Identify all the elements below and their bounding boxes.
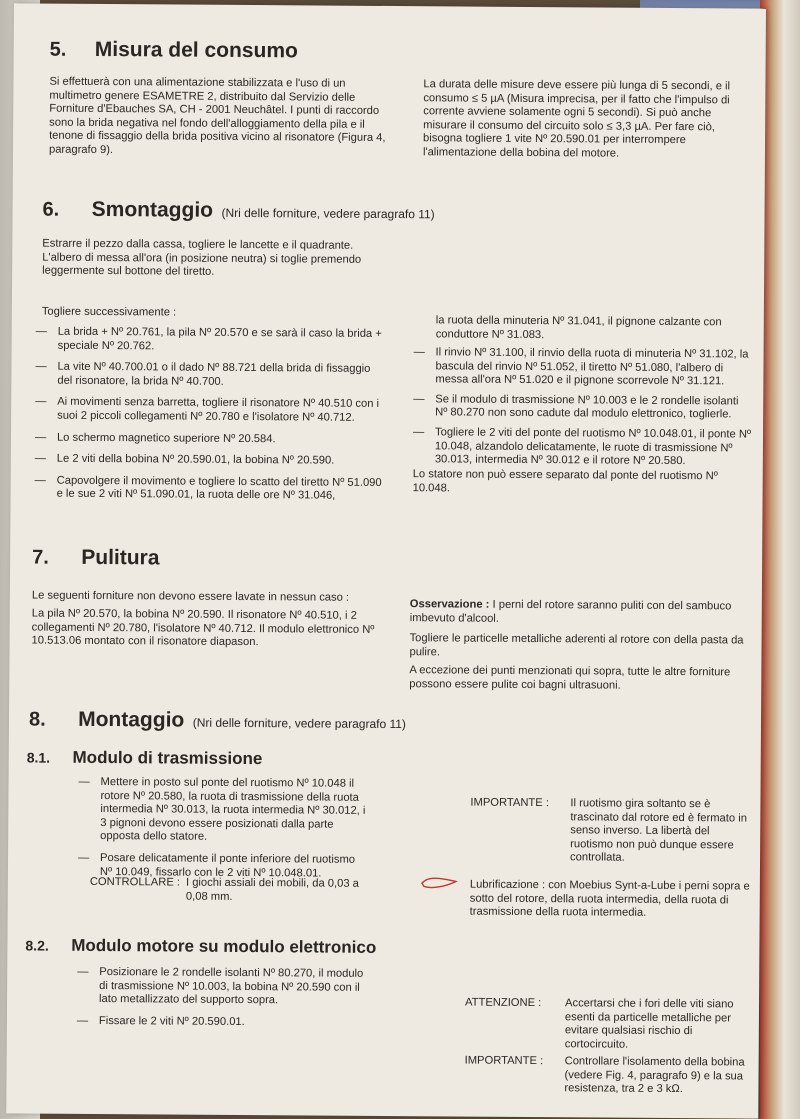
lubrificazione-text: con Moebius Synt-a-Lube i perni sopra e sotto del rotore, della ruota intermedia, della ruota di trasmissione della ruota intermedia. xyxy=(469,879,750,919)
section-6-right-list xyxy=(413,346,752,475)
section-title: Smontaggio xyxy=(91,197,214,222)
list-item: — Le 2 viti della bobina Nº 20.590.01, la bobina Nº 20.590. xyxy=(35,453,385,469)
list-item: — La vite Nº 40.700.01 o il dado Nº 88.721 della brida di fissaggio del risonatore, la brida Nº 40.700. xyxy=(35,361,385,391)
subsection-8-2-list xyxy=(77,966,367,1038)
handwritten-pen-mark xyxy=(420,874,460,890)
controllare-note xyxy=(90,876,380,905)
section-8-heading xyxy=(29,707,406,734)
section-title: Pulitura xyxy=(81,545,160,570)
list-item: — Lo schermo magnetico superiore Nº 20.584. xyxy=(35,431,385,447)
importante-label: IMPORTANTE : xyxy=(470,796,550,810)
list-item: — Ai movimenti senza barretta, togliere il risonatore Nº 40.510 con i suoi 2 piccoli collegamenti Nº 20.780 e l'isolatore Nº 40.712. xyxy=(35,396,385,426)
importante-text: Controllare l'isolamento della bobina (vedere Fig. 4, paragrafo 9) e la sua resistenza, tra 2 e 3 kΩ. xyxy=(564,1055,745,1096)
section-6-left-list xyxy=(34,326,385,512)
section-5-left-text: Si effettuerà con una alimentazione stabilizzata e l'uso di un multimetro genere ESAMETRE 2, distribuito dal Servizio delle Forniture d'Ebauches SA, CH - 2001 Neuchâtel. I punti di raccordo sono la brida negativa nel fondo dell'alloggiamento della pila e il tenone di fissaggio della brida positiva vicino al risonatore (Figura 4, paragrafo 9). xyxy=(48,75,386,157)
list-item: — Posare delicatamente il ponte inferiore del ruotismo Nº 10.049, fissarlo con le 2 viti Nº 10.048.01. xyxy=(78,852,368,881)
section-7-right-paragraph-2: Togliere le particelle metalliche aderenti al rotore con della pasta da pulire. xyxy=(409,632,744,658)
section-note: (Nri delle forniture, vedere paragrafo 11) xyxy=(192,715,406,732)
section-number: 8. xyxy=(28,708,46,731)
section-title: Misura del consumo xyxy=(94,37,298,63)
section-7-lead: Le seguenti forniture non devono essere lavate in nessun caso : xyxy=(31,589,350,604)
section-note: (Nri delle forniture, vedere paragrafo 11) xyxy=(221,205,435,222)
attenzione-note xyxy=(465,997,755,1053)
document-page xyxy=(6,3,766,1118)
attenzione-label: ATTENZIONE : xyxy=(465,996,542,1010)
subsection-number: 8.1. xyxy=(26,749,51,766)
section-title: Montaggio xyxy=(78,707,185,732)
subsection-title: Modulo di trasmissione xyxy=(72,747,263,769)
section-6-heading xyxy=(42,198,434,225)
subsection-8-1-heading xyxy=(27,747,263,769)
list-item: — La brida + Nº 20.761, la pila Nº 20.570 e se sarà il caso la brida + speciale Nº 20.762. xyxy=(36,326,386,356)
list-item: — Togliere le 2 viti del ponte del ruotismo Nº 10.048.01, il ponte Nº 10.048, alzandolo delicatamente, le ruote di trasmissione Nº 30.013, intermedia Nº 30.012 e il rotore Nº 20.580. xyxy=(413,426,751,469)
list-item: — Capovolgere il movimento e togliere lo scatto del tiretto Nº 51.090 e le sue 2 viti Nº 51.090.01, la ruota delle ore Nº 31.046, xyxy=(35,474,385,504)
section-number: 5. xyxy=(49,38,67,61)
controllare-text: I giochi assiali dei mobili, da 0,03 a 0,08 mm. xyxy=(185,876,359,903)
section-5-right-text: La durata delle misure deve essere più lunga di 5 secondi, e il consumo ≤ 5 µA (Misura imprecisa, per il fatto che l'impulso di corrente avviene solamente ogni 5 secondi). Si può anche misurare il consumo del circuito solo ≤ 3,3 µA. Per fare ciò, bisogna togliere 1 vite Nº 20.590.01 per interrompere l'alimentazione della bobina del motore. xyxy=(422,78,731,160)
section-7-right-paragraph-3: A eccezione dei punti menzionati qui sopra, tutte le altre forniture possono essere pulite coi bagni ultrasuoni. xyxy=(409,664,731,692)
list-item: — Fissare le 2 viti Nº 20.590.01. xyxy=(77,1015,367,1031)
subsection-title: Modulo motore su modulo elettronico xyxy=(71,935,377,957)
attenzione-text: Accertarsi che i fori delle viti siano esenti da particelle metalliche per evitare qualsiasi rischio di cortocircuito. xyxy=(564,997,734,1051)
section-5-heading xyxy=(50,38,298,64)
section-6-intro: Estrarre il pezzo dalla cassa, togliere le lancette e il quadrante. L'albero di messa all'ora (in posizione neutra) si toglie premendo leggermente sul bottone del tiretto. xyxy=(42,237,362,278)
list-item: — Il rinvio Nº 31.100, il rinvio della ruota di minuteria Nº 31.102, la bascula del rinvio Nº 51.052, il tiretto Nº 51.080, l'albero di messa all'ora Nº 51.020 e il pignone scorrevole Nº 31.121. xyxy=(413,346,751,389)
subsection-8-2-heading xyxy=(25,935,376,957)
observation-text: I perni del rotore saranno puliti con del sambuco imbevuto d'alcool. xyxy=(409,598,732,625)
section-6-right-continuation: la ruota della minuteria Nº 31.041, il pignone calzante con conduttore Nº 31.083. xyxy=(435,314,722,341)
section-7-left-text: La pila Nº 20.570, la bobina Nº 20.590. Il risonatore Nº 40.510, i 2 collegamenti Nº 20.780, l'isolatore Nº 40.712. Il modulo elettronico Nº 10.513.06 montato con il risonatore diapason. xyxy=(31,607,375,649)
section-6-lead: Togliere successivamente : xyxy=(41,305,177,319)
section-number: 7. xyxy=(32,546,49,569)
controllare-label: CONTROLLARE : xyxy=(89,875,181,889)
background-right xyxy=(760,0,800,1119)
lubrificazione-label: Lubrificazione : xyxy=(469,878,546,892)
importante-text: Il ruotismo gira soltanto se è trascinato dal rotore ed è fermato in senso inverso. La libertà del ruotismo non può dunque essere controllata. xyxy=(570,797,747,865)
list-item: — Se il modulo di trasmissione Nº 10.003 e le 2 rondelle isolanti Nº 80.270 non sono cadute dal modulo elettronico, toglierle. xyxy=(413,393,751,423)
section-7-heading xyxy=(32,546,159,571)
importante-label: IMPORTANTE : xyxy=(464,1054,544,1068)
subsection-8-1-list xyxy=(78,776,369,889)
section-6-right-end: Lo statore non può essere separato dal ponte del ruotismo Nº 10.048. xyxy=(412,468,718,495)
observation-label: Osservazione : xyxy=(409,598,490,611)
list-item: — Mettere in posto sul ponte del ruotismo Nº 10.048 il rotore Nº 20.580, la ruota di trasmissione della ruota intermedia Nº 30.013, la ruota intermedia Nº 30.012, i 3 pignoni devono essere posizionati dalla parte opposta dello statore. xyxy=(78,776,368,846)
importante-note-2 xyxy=(464,1055,754,1098)
subsection-number: 8.2. xyxy=(25,937,49,954)
importante-note-1 xyxy=(470,797,756,867)
list-item: — Posizionare le 2 rondelle isolanti Nº 80.270, il modulo di trasmissione Nº 10.003, la bobina Nº 20.590 con il lato metallizzato del supporto sopra. xyxy=(77,966,367,1009)
lubrificazione-note xyxy=(470,879,756,922)
section-7-observation xyxy=(410,598,756,628)
section-number: 6. xyxy=(42,198,60,221)
